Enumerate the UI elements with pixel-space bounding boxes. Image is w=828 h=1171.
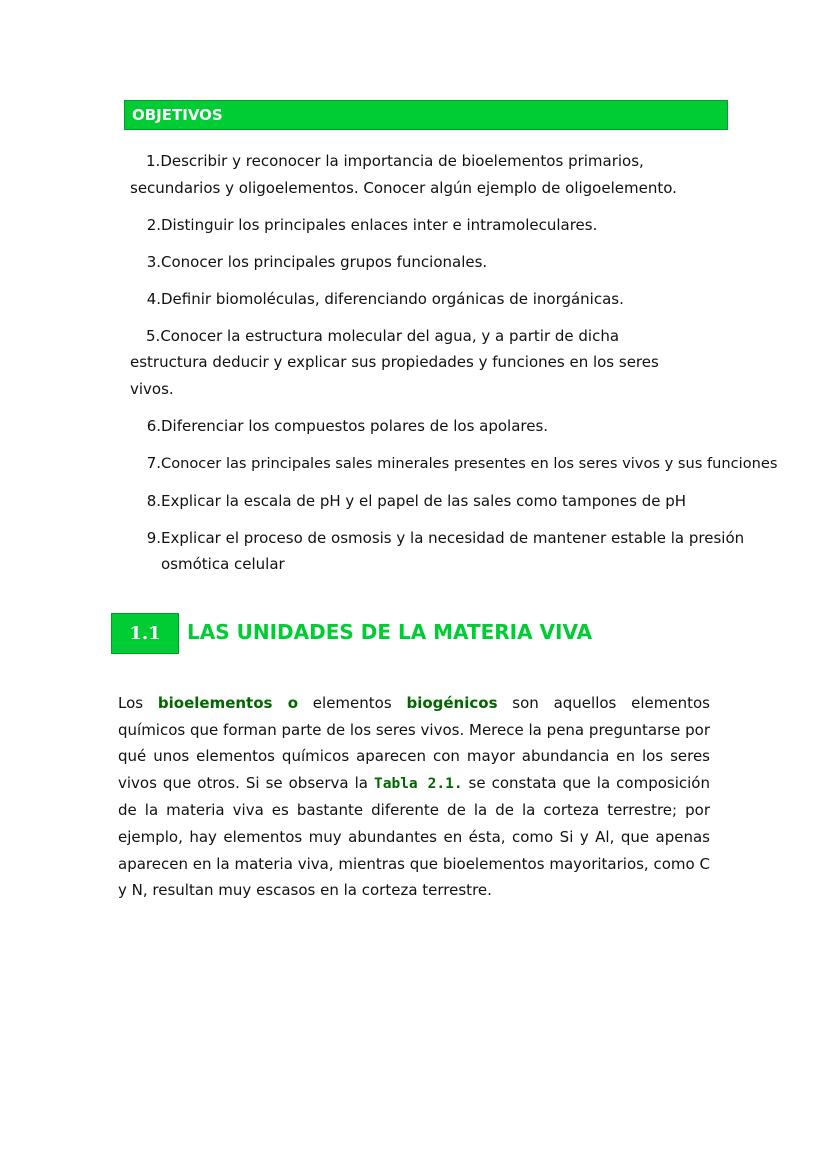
objective-number: 7. — [146, 453, 161, 472]
paragraph-text: se constata que la composición de la materia viva es bastante diferente de la de la corteza terrestre; por ejemplo, hay elementos muy abundantes en ésta, como Si y Al, que apenas aparecen en la materia viva, mientras que bioelementos mayoritarios, como C y N, resultan muy escasos en la corteza terrestre. — [118, 773, 710, 900]
objective-text: Conocer las principales sales minerales presentes en los seres vivos y sus funciones — [161, 454, 778, 472]
section-number-box — [111, 613, 179, 654]
objective-text: Describir y reconocer la importancia de bioelementos primarios, — [160, 152, 644, 170]
term-bioelementos: bioelementos o — [157, 694, 299, 712]
paragraph-text: elementos — [298, 694, 407, 712]
section-number: 1.1 — [129, 623, 161, 644]
objective-number: 9. — [146, 528, 161, 547]
objective-item-7 — [130, 450, 820, 478]
objective-item-1 — [130, 148, 820, 201]
objective-item-3 — [130, 249, 820, 276]
objective-number: 1. — [146, 152, 161, 170]
objectives-list — [130, 148, 820, 588]
objective-item-8 — [130, 488, 820, 515]
objective-item-4 — [130, 286, 820, 313]
objective-text: Diferenciar los compuestos polares de los apolares. — [161, 416, 549, 435]
objective-number: 4. — [146, 289, 161, 308]
objective-text: Explicar el proceso de osmosis y la necesidad de mantener estable la presión osmótica celular — [161, 528, 745, 573]
objective-number: 5. — [146, 326, 161, 345]
objective-item-9 — [130, 525, 771, 578]
objective-text: Definir biomoléculas, diferenciando orgánicas de inorgánicas. — [161, 289, 624, 308]
objective-item-5 — [130, 323, 820, 403]
paragraph-text: son aquellos elementos químicos que forman parte de los seres vivos. Merece la pena preguntarse por qué unos elementos químicos aparecen con mayor abundancia en los seres vivos que otros. Si se observa la — [118, 694, 710, 792]
table-reference: Tabla 2.1. — [374, 775, 463, 792]
objective-text: Distinguir los principales enlaces inter e intramoleculares. — [161, 215, 598, 234]
objective-number: 6. — [146, 416, 161, 435]
objective-text: Explicar la escala de pH y el papel de las sales como tampones de pH — [161, 491, 687, 510]
objective-text-cont: secundarios y oligoelementos. Conocer algún ejemplo de oligoelemento. — [130, 178, 677, 197]
objectives-header — [124, 100, 728, 130]
objectives-header-label: OBJETIVOS — [132, 106, 223, 124]
objective-number: 8. — [146, 491, 161, 510]
objective-text: Conocer la estructura molecular del agua, y a partir de dicha — [160, 326, 620, 345]
objective-text: Conocer los principales grupos funcionales. — [161, 252, 488, 271]
objective-number: 2. — [146, 215, 161, 234]
objective-text-cont: estructura deducir y explicar sus propiedades y funciones en los seres — [130, 353, 659, 371]
objective-item-2 — [130, 212, 820, 239]
paragraph-text: Los — [118, 694, 158, 712]
objective-number: 3. — [146, 252, 161, 271]
term-biogenicos: biogénicos — [406, 694, 498, 712]
section-title: LAS UNIDADES DE LA MATERIA VIVA — [187, 620, 593, 644]
objective-item-6 — [130, 413, 820, 440]
body-paragraph — [118, 690, 710, 904]
objective-text-cont2: vivos. — [130, 379, 174, 398]
